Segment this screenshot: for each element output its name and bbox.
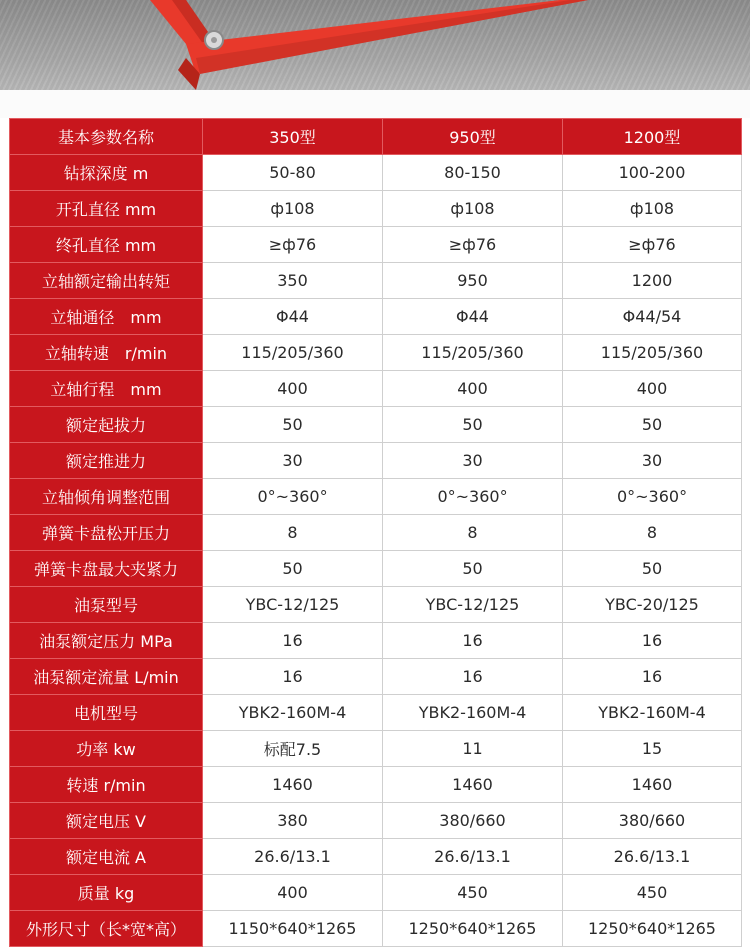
table-row [10, 407, 742, 443]
cell-350: 50-80 [203, 155, 383, 191]
table-row [10, 767, 742, 803]
cell-1200: 400 [563, 371, 742, 407]
header-model-1200: 1200型 [563, 119, 742, 155]
cell-1200: 450 [563, 875, 742, 911]
row-label: 额定起拔力 [10, 407, 203, 443]
cell-950: ≥ф76 [383, 227, 563, 263]
cell-1200: 1460 [563, 767, 742, 803]
cell-350: ф108 [203, 191, 383, 227]
cell-350: 1150*640*1265 [203, 911, 383, 947]
row-label: 终孔直径 mm [10, 227, 203, 263]
cell-950: 1460 [383, 767, 563, 803]
cell-1200: 100-200 [563, 155, 742, 191]
section-divider [0, 90, 750, 118]
cell-950: 450 [383, 875, 563, 911]
cell-1200: Φ44/54 [563, 299, 742, 335]
row-label: 钻探深度 m [10, 155, 203, 191]
cell-350: 1460 [203, 767, 383, 803]
cell-1200: 50 [563, 407, 742, 443]
header-model-950: 950型 [383, 119, 563, 155]
row-label: 额定电流 A [10, 839, 203, 875]
cell-350: YBC-12/125 [203, 587, 383, 623]
cell-350: ≥ф76 [203, 227, 383, 263]
cell-1200: 8 [563, 515, 742, 551]
cell-350: 16 [203, 659, 383, 695]
cell-350: 400 [203, 875, 383, 911]
cell-1200: ф108 [563, 191, 742, 227]
cell-350: Φ44 [203, 299, 383, 335]
table-header-row [10, 119, 742, 155]
cell-350: 115/205/360 [203, 335, 383, 371]
row-label: 弹簧卡盘松开压力 [10, 515, 203, 551]
header-param-name: 基本参数名称 [10, 119, 203, 155]
table-row [10, 335, 742, 371]
row-label: 油泵型号 [10, 587, 203, 623]
cell-950: 26.6/13.1 [383, 839, 563, 875]
row-label: 额定推进力 [10, 443, 203, 479]
cell-350: 标配7.5 [203, 731, 383, 767]
cell-950: 50 [383, 407, 563, 443]
cell-350: 350 [203, 263, 383, 299]
cell-950: 0°~360° [383, 479, 563, 515]
cell-950: 1250*640*1265 [383, 911, 563, 947]
row-label: 额定电压 V [10, 803, 203, 839]
cell-950: 50 [383, 551, 563, 587]
cell-950: 11 [383, 731, 563, 767]
cell-350: 0°~360° [203, 479, 383, 515]
cell-950: 16 [383, 623, 563, 659]
table-row [10, 299, 742, 335]
row-label: 功率 kw [10, 731, 203, 767]
table-row [10, 875, 742, 911]
cell-350: 50 [203, 551, 383, 587]
cell-950: 8 [383, 515, 563, 551]
table-row [10, 515, 742, 551]
row-label: 电机型号 [10, 695, 203, 731]
cell-1200: 15 [563, 731, 742, 767]
table-row [10, 587, 742, 623]
cell-1200: YBK2-160M-4 [563, 695, 742, 731]
table-row [10, 839, 742, 875]
header-model-350: 350型 [203, 119, 383, 155]
cell-950: YBC-12/125 [383, 587, 563, 623]
cell-950: 16 [383, 659, 563, 695]
cell-350: 26.6/13.1 [203, 839, 383, 875]
cell-950: 80-150 [383, 155, 563, 191]
cell-950: 950 [383, 263, 563, 299]
row-label: 弹簧卡盘最大夹紧力 [10, 551, 203, 587]
cell-1200: 1200 [563, 263, 742, 299]
cell-1200: ≥ф76 [563, 227, 742, 263]
spec-table [9, 118, 742, 947]
cell-1200: 26.6/13.1 [563, 839, 742, 875]
table-row [10, 479, 742, 515]
table-row [10, 551, 742, 587]
table-row [10, 731, 742, 767]
cell-950: 380/660 [383, 803, 563, 839]
cell-1200: 1250*640*1265 [563, 911, 742, 947]
cell-1200: 380/660 [563, 803, 742, 839]
cell-350: YBK2-160M-4 [203, 695, 383, 731]
cell-1200: YBC-20/125 [563, 587, 742, 623]
table-row [10, 191, 742, 227]
cell-1200: 115/205/360 [563, 335, 742, 371]
cell-350: 16 [203, 623, 383, 659]
table-row [10, 371, 742, 407]
cell-950: ф108 [383, 191, 563, 227]
row-label: 油泵额定流量 L/min [10, 659, 203, 695]
row-label: 立轴行程 mm [10, 371, 203, 407]
cell-350: 8 [203, 515, 383, 551]
cell-1200: 16 [563, 659, 742, 695]
row-label: 开孔直径 mm [10, 191, 203, 227]
row-label: 立轴通径 mm [10, 299, 203, 335]
table-row [10, 227, 742, 263]
table-row [10, 695, 742, 731]
table-row [10, 803, 742, 839]
table-row [10, 263, 742, 299]
cell-1200: 50 [563, 551, 742, 587]
product-photo [0, 0, 750, 90]
table-row [10, 623, 742, 659]
cell-350: 400 [203, 371, 383, 407]
row-label: 立轴额定输出转矩 [10, 263, 203, 299]
table-row [10, 155, 742, 191]
cell-950: 115/205/360 [383, 335, 563, 371]
row-label: 立轴倾角调整范围 [10, 479, 203, 515]
cell-950: YBK2-160M-4 [383, 695, 563, 731]
cell-350: 30 [203, 443, 383, 479]
cell-1200: 0°~360° [563, 479, 742, 515]
cell-350: 50 [203, 407, 383, 443]
cell-950: Φ44 [383, 299, 563, 335]
table-row [10, 659, 742, 695]
cell-1200: 16 [563, 623, 742, 659]
row-label: 立轴转速 r/min [10, 335, 203, 371]
row-label: 油泵额定压力 MPa [10, 623, 203, 659]
row-label: 质量 kg [10, 875, 203, 911]
cell-950: 30 [383, 443, 563, 479]
cell-350: 380 [203, 803, 383, 839]
row-label: 转速 r/min [10, 767, 203, 803]
cell-950: 400 [383, 371, 563, 407]
red-frame-graphic [0, 0, 750, 90]
cell-1200: 30 [563, 443, 742, 479]
table-row [10, 443, 742, 479]
row-label: 外形尺寸（长*宽*高） [10, 911, 203, 947]
